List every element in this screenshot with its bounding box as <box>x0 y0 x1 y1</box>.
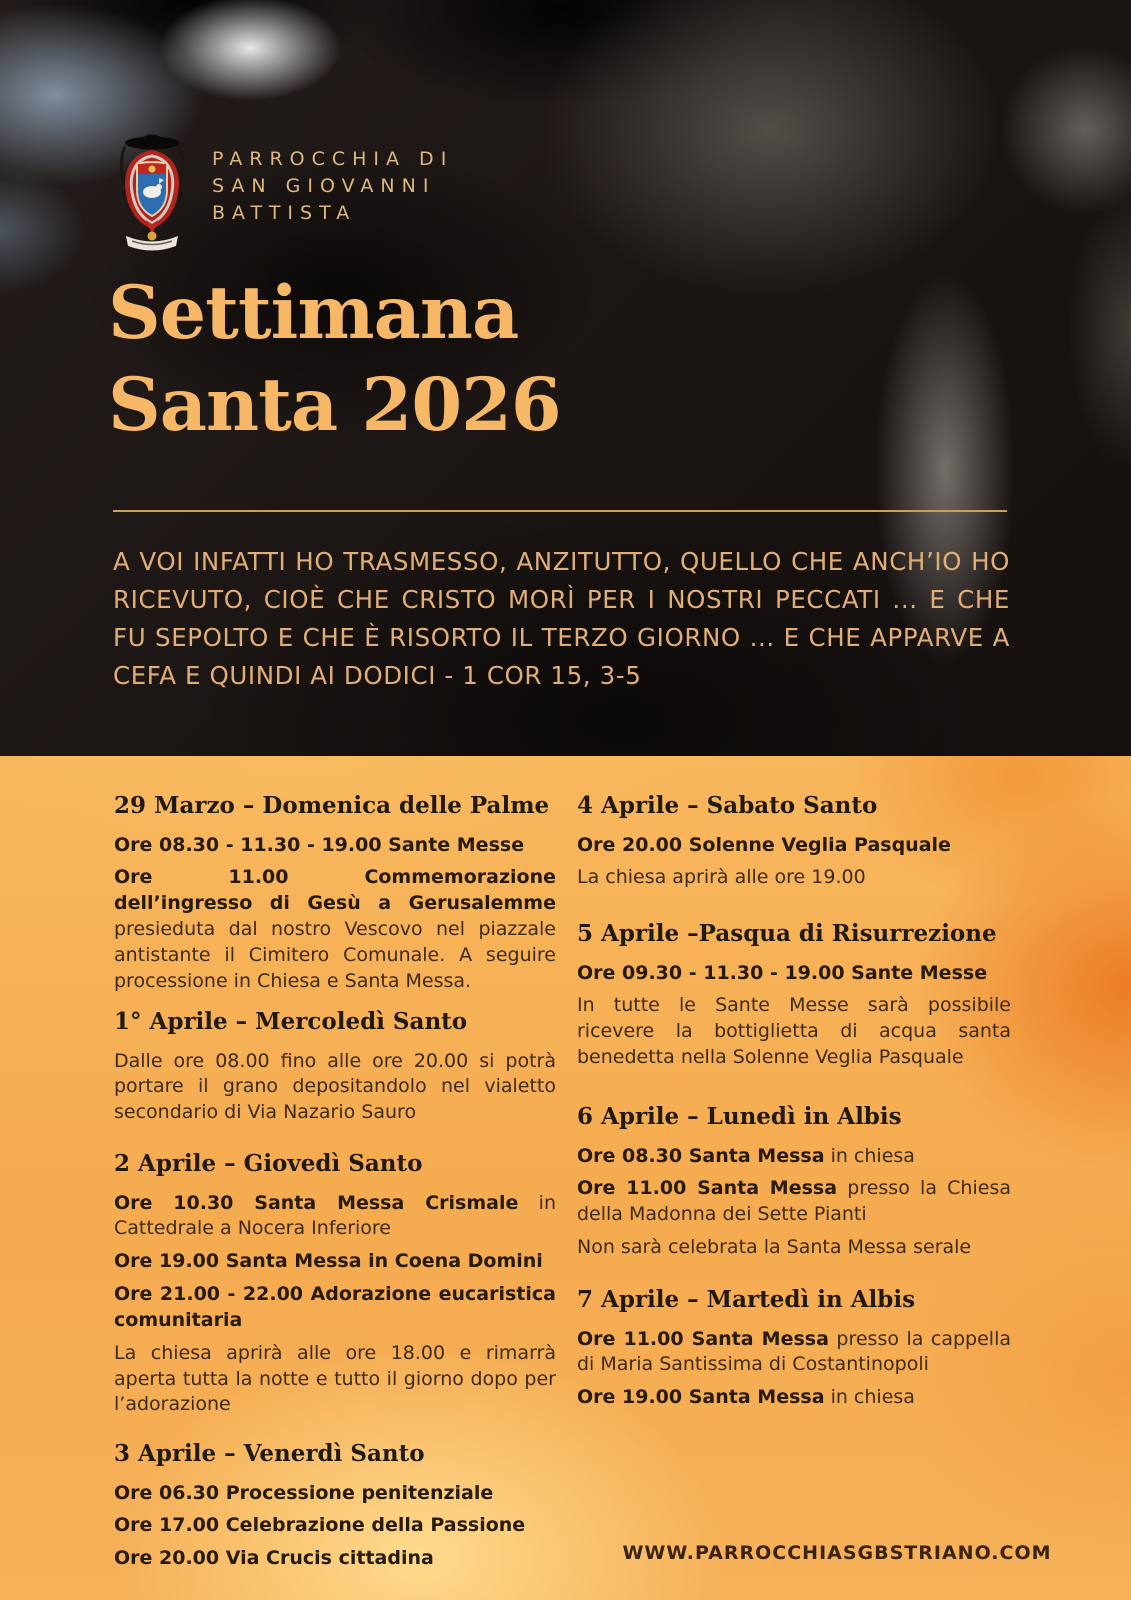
parish-crest-icon <box>110 128 194 252</box>
schedule-item: La chiesa aprirà alle ore 19.00 <box>577 866 866 889</box>
schedule-item: Dalle ore 08.00 fino alle ore 20.00 si potrà portare il grano depositandolo nel vialetto secondario di Via Nazario Sauro <box>114 1049 556 1124</box>
schedule-section <box>114 792 556 1002</box>
schedule-date-heading: 7 Aprile – Martedì in Albis <box>577 1286 916 1313</box>
schedule-item: Ore 08.30 Santa Messa in chiesa <box>577 1144 915 1167</box>
schedule-item: Non sarà celebrata la Santa Messa serale <box>577 1236 972 1259</box>
schedule-item: Ore 06.30 Processione penitenziale <box>114 1481 494 1504</box>
schedule-section <box>577 920 1011 1078</box>
schedule-section <box>577 1103 1011 1268</box>
scripture-quote: A VOI INFATTI HO TRASMESSO, ANZITUTTO, QUELLO CHE ANCH’IO HO RICEVUTO, CIOÈ CHE CRISTO MORÌ PER I NOSTRI PECCATI ... E CHE FU SEPOLTO E CHE È RISORTO IL TERZO GIORNO ... E CHE APPARVE A CEFA E QUINDI AI DODICI - 1 COR 15, 3-5 <box>113 547 1010 690</box>
parish-name-line: SAN GIOVANNI <box>212 175 436 197</box>
schedule-item: Ore 11.00 Commemorazione dell’ingresso di Gesù a Gerusalemme presieduta dal nostro Vescovo nel piazzale antistante il Cimitero Comunale. A seguire processione in Chiesa e Santa Messa. <box>114 866 556 992</box>
poster-title-line: Santa 2026 <box>108 361 561 448</box>
schedule-section <box>577 1286 1011 1418</box>
poster-title-line: Settimana <box>108 270 519 356</box>
schedule-date-heading: 5 Aprile –Pasqua di Risurrezione <box>577 920 997 947</box>
website-url: WWW.PARROCCHIASGBSTRIANO.COM <box>622 1542 1052 1564</box>
schedule-item: Ore 17.00 Celebrazione della Passione <box>114 1514 526 1537</box>
schedule-item: Ore 20.00 Solenne Veglia Pasquale <box>577 833 951 856</box>
schedule-item: Ore 21.00 - 22.00 Adorazione eucaristica comunitaria <box>114 1283 556 1331</box>
title-divider-rule <box>113 510 1007 512</box>
schedule-section <box>114 1008 556 1133</box>
schedule-column-left <box>114 756 556 1600</box>
parish-name <box>212 146 453 227</box>
schedule-item: Ore 20.00 Via Crucis cittadina <box>114 1547 434 1570</box>
hero-photo-background <box>0 0 1131 756</box>
schedule-item: Ore 08.30 - 11.30 - 19.00 Sante Messe <box>114 833 525 856</box>
schedule-date-heading: 2 Aprile – Giovedì Santo <box>114 1150 423 1177</box>
schedule-item: Ore 11.00 Santa Messa presso la cappella di Maria Santissima di Costantinopoli <box>577 1327 1011 1376</box>
schedule-item: Ore 09.30 - 11.30 - 19.00 Sante Messe <box>577 961 988 984</box>
schedule-column-right <box>577 756 1011 1600</box>
schedule-item: Ore 11.00 Santa Messa presso la Chiesa della Madonna dei Sette Pianti <box>577 1177 1011 1226</box>
schedule-date-heading: 29 Marzo – Domenica delle Palme <box>114 792 550 819</box>
schedule-area <box>0 756 1131 1600</box>
schedule-date-heading: 3 Aprile – Venerdì Santo <box>114 1440 425 1467</box>
schedule-section <box>114 1150 556 1425</box>
schedule-item: Ore 19.00 Santa Messa in Coena Domini <box>114 1250 543 1273</box>
schedule-item: Ore 19.00 Santa Messa in chiesa <box>577 1386 915 1409</box>
schedule-section <box>114 1440 556 1579</box>
schedule-date-heading: 4 Aprile – Sabato Santo <box>577 792 878 819</box>
schedule-section <box>577 792 1011 898</box>
schedule-date-heading: 6 Aprile – Lunedì in Albis <box>577 1103 902 1130</box>
poster-title <box>108 268 561 452</box>
parish-name-line: BATTISTA <box>212 202 357 224</box>
schedule-date-heading: 1° Aprile – Mercoledì Santo <box>114 1008 468 1035</box>
schedule-item: La chiesa aprirà alle ore 18.00 e rimarrà aperta tutta la notte e tutto il giorno dopo per l’adorazione <box>114 1341 556 1416</box>
schedule-item: Ore 10.30 Santa Messa Crismale in Cattedrale a Nocera Inferiore <box>114 1191 556 1240</box>
parish-name-line: PARROCCHIA DI <box>212 148 454 170</box>
schedule-item: In tutte le Sante Messe sarà possibile ricevere la bottiglietta di acqua santa benedetta nella Solenne Veglia Pasquale <box>577 994 1011 1069</box>
